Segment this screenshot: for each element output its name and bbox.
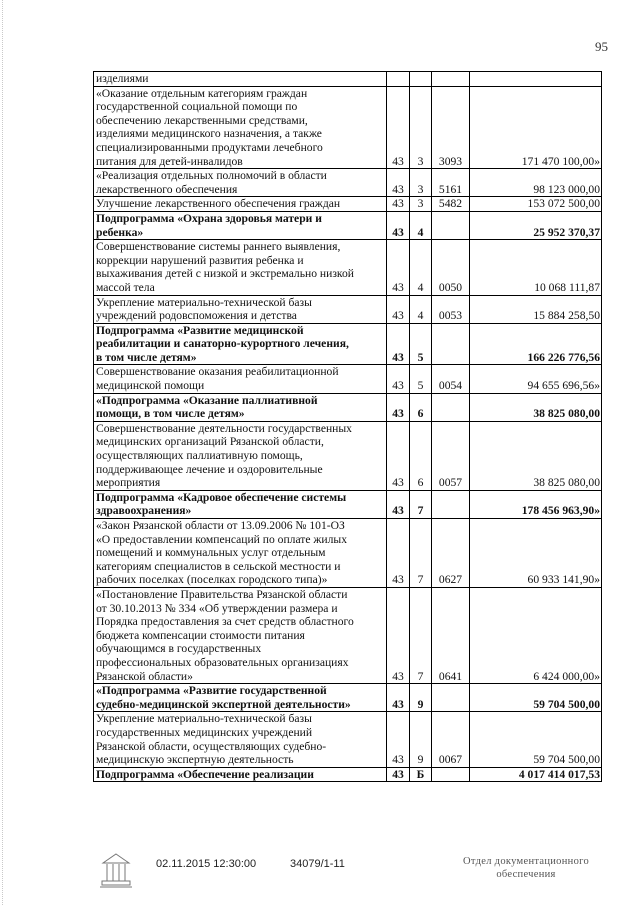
code-cell-2: 9 xyxy=(410,684,432,712)
row-name-line: ребенка» xyxy=(96,225,144,239)
row-name-line: Рязанской области» xyxy=(96,669,193,683)
row-name-cell xyxy=(94,240,387,295)
row-name-cell xyxy=(94,393,387,421)
row-name-cell xyxy=(94,684,387,712)
row-name-cell xyxy=(94,295,387,323)
row-name-line: категориям специалистов в сельской местности и xyxy=(96,559,341,573)
table-row xyxy=(94,712,602,767)
table-row xyxy=(94,767,602,782)
code-cell-1: 43 xyxy=(387,421,410,490)
code-cell-2: 4 xyxy=(410,211,432,239)
code-cell-3 xyxy=(432,211,470,239)
code-cell-3 xyxy=(432,393,470,421)
amount-cell: 98 123 000,00 xyxy=(470,169,602,197)
code-cell-1: 43 xyxy=(387,767,410,782)
code-cell-3: 0054 xyxy=(432,365,470,393)
row-name-line: «Закон Рязанской области от 13.09.2006 № 101-ОЗ xyxy=(96,519,345,532)
code-cell-3: 0057 xyxy=(432,421,470,490)
row-name-line: Порядка предоставления за счет средств областного xyxy=(96,615,354,629)
amount-cell: 38 825 080,00 xyxy=(470,421,602,490)
code-cell-3: 0053 xyxy=(432,295,470,323)
table-row xyxy=(94,393,602,421)
row-name-line: Подпрограмма «Развитие медицинской xyxy=(96,323,304,337)
row-name-line: выхаживания детей с низкой и экстремально низкой xyxy=(96,267,354,281)
code-cell-1: 43 xyxy=(387,365,410,393)
row-name-line: питания для детей-инвалидов xyxy=(96,154,243,168)
row-name-line: «О предоставлении компенсаций по оплате жилых xyxy=(96,532,347,546)
row-name-line: Укрепление материально-технической базы xyxy=(96,295,312,309)
row-name-line: учреждений родовспоможения и детства xyxy=(96,309,297,323)
code-cell-2: 4 xyxy=(410,295,432,323)
row-name-line: «Реализация отдельных полномочий в области xyxy=(96,169,327,183)
row-name-line: от 30.10.2013 № 334 «Об утверждении размера и xyxy=(96,601,338,615)
row-name-line: лекарственного обеспечения xyxy=(96,182,238,196)
amount-cell: 94 655 696,56» xyxy=(470,365,602,393)
budget-table xyxy=(93,71,602,782)
row-name-cell xyxy=(94,767,387,782)
row-name-cell xyxy=(94,72,387,87)
amount-cell xyxy=(470,72,602,87)
row-name-line: Подпрограмма «Охрана здоровья матери и xyxy=(96,211,322,225)
code-cell-1: 43 xyxy=(387,519,410,588)
amount-cell: 38 825 080,00 xyxy=(470,393,602,421)
table-row xyxy=(94,197,602,212)
row-name-line: «Постановление Правительства Рязанской области xyxy=(96,587,348,601)
code-cell-2: 3 xyxy=(410,169,432,197)
amount-cell: 4 017 414 017,53 xyxy=(470,767,602,782)
table-row xyxy=(94,519,602,588)
code-cell-1: 43 xyxy=(387,712,410,767)
code-cell-1: 43 xyxy=(387,587,410,683)
row-name-line: государственных медицинских учреждений xyxy=(96,725,313,739)
code-cell-3 xyxy=(432,490,470,518)
row-name-line: Совершенствование деятельности государственных xyxy=(96,421,352,435)
footer-department-line: обеспечения xyxy=(496,869,556,880)
code-cell-3: 0627 xyxy=(432,519,470,588)
code-cell-3: 5161 xyxy=(432,169,470,197)
code-cell-2: 5 xyxy=(410,323,432,365)
code-cell-2: 7 xyxy=(410,587,432,683)
table-row xyxy=(94,86,602,169)
row-name-line: осуществляющих паллиативную помощь, xyxy=(96,449,303,463)
row-name-cell xyxy=(94,86,387,169)
code-cell-2: Б xyxy=(410,767,432,782)
row-name-cell xyxy=(94,211,387,239)
code-cell-2: 7 xyxy=(410,519,432,588)
code-cell-3 xyxy=(432,684,470,712)
row-name-cell xyxy=(94,365,387,393)
amount-cell: 15 884 258,50 xyxy=(470,295,602,323)
amount-cell: 10 068 111,87 xyxy=(470,240,602,295)
code-cell-1 xyxy=(387,72,410,87)
row-name-line: поддерживающее лечение и оздоровительные xyxy=(96,462,323,476)
row-name-line: массой тела xyxy=(96,280,155,294)
row-name-cell xyxy=(94,197,387,212)
code-cell-1: 43 xyxy=(387,295,410,323)
row-name-line: «Подпрограмма «Оказание паллиативной xyxy=(96,393,318,407)
code-cell-2: 4 xyxy=(410,240,432,295)
code-cell-1: 43 xyxy=(387,86,410,169)
row-name-cell xyxy=(94,323,387,365)
scan-edge-marks xyxy=(2,0,11,905)
footer-department-line: Отдел документационного xyxy=(462,856,590,867)
row-name-line: обеспечению лекарственными средствами, xyxy=(96,113,308,127)
table-row xyxy=(94,365,602,393)
row-name-cell xyxy=(94,421,387,490)
code-cell-1: 43 xyxy=(387,393,410,421)
row-name-line: изделиями xyxy=(96,72,149,85)
budget-table-body xyxy=(94,72,602,782)
row-name-cell xyxy=(94,519,387,588)
code-cell-1: 43 xyxy=(387,197,410,212)
code-cell-3: 0067 xyxy=(432,712,470,767)
row-name-line: коррекции нарушений развития ребенка и xyxy=(96,253,304,267)
footer-date: 02.11.2015 12:30:00 xyxy=(156,858,257,870)
code-cell-3: 0050 xyxy=(432,240,470,295)
row-name-cell xyxy=(94,169,387,197)
table-row xyxy=(94,421,602,490)
row-name-line: «Оказание отдельным категориям граждан xyxy=(96,86,308,100)
row-name-line: судебно-медицинской экспертной деятельности» xyxy=(96,697,351,711)
row-name-line: помощи, в том числе детям» xyxy=(96,407,245,421)
table-row xyxy=(94,240,602,295)
row-name-cell xyxy=(94,587,387,683)
row-name-line: помещений и коммунальных услуг отдельным xyxy=(96,546,326,560)
table-row xyxy=(94,587,602,683)
amount-cell: 25 952 370,37 xyxy=(470,211,602,239)
code-cell-2: 7 xyxy=(410,490,432,518)
table-row xyxy=(94,490,602,518)
code-cell-2: 9 xyxy=(410,712,432,767)
code-cell-2: 6 xyxy=(410,393,432,421)
row-name-line: Совершенствование оказания реабилитационной xyxy=(96,365,339,379)
row-name-line: Рязанской области, осуществляющих судебно- xyxy=(96,739,327,753)
row-name-cell xyxy=(94,490,387,518)
code-cell-2: 6 xyxy=(410,421,432,490)
table-row xyxy=(94,211,602,239)
code-cell-3: 5482 xyxy=(432,197,470,212)
row-name-line: медицинских организаций Рязанской области, xyxy=(96,435,324,449)
code-cell-2: 3 xyxy=(410,197,432,212)
row-name-line: государственной социальной помощи по xyxy=(96,100,298,114)
row-name-line: бюджета компенсации стоимости питания xyxy=(96,628,305,642)
amount-cell: 59 704 500,00 xyxy=(470,684,602,712)
footer-department-stamp xyxy=(436,855,616,881)
table-row xyxy=(94,72,602,87)
row-name-line: «Подпрограмма «Развитие государственной xyxy=(96,684,327,698)
building-seal-icon xyxy=(98,851,134,891)
amount-cell: 60 933 141,90» xyxy=(470,519,602,588)
amount-cell: 178 456 963,90» xyxy=(470,490,602,518)
table-row xyxy=(94,684,602,712)
code-cell-3: 0641 xyxy=(432,587,470,683)
code-cell-3 xyxy=(432,72,470,87)
row-name-line: Подпрограмма «Обеспечение реализации xyxy=(96,767,314,781)
row-name-line: в том числе детям» xyxy=(96,350,197,364)
code-cell-1: 43 xyxy=(387,490,410,518)
table-row xyxy=(94,169,602,197)
code-cell-1: 43 xyxy=(387,169,410,197)
footer-doc-number: 34079/1-11 xyxy=(290,858,345,870)
table-row xyxy=(94,323,602,365)
amount-cell: 153 072 500,00 xyxy=(470,197,602,212)
table-row xyxy=(94,295,602,323)
code-cell-2 xyxy=(410,72,432,87)
code-cell-1: 43 xyxy=(387,211,410,239)
row-name-line: Подпрограмма «Кадровое обеспечение системы xyxy=(96,490,347,504)
code-cell-1: 43 xyxy=(387,240,410,295)
row-name-line: изделиями медицинского назначения, а также xyxy=(96,127,322,141)
code-cell-2: 5 xyxy=(410,365,432,393)
row-name-line: реабилитации и санаторно-курортного лечения, xyxy=(96,337,349,351)
row-name-line: медицинской помощи xyxy=(96,379,205,393)
code-cell-3 xyxy=(432,767,470,782)
page-number: 95 xyxy=(595,39,608,54)
row-name-line: специализированными продуктами лечебного xyxy=(96,140,323,154)
row-name-line: обучающимся в государственных xyxy=(96,642,262,656)
row-name-line: здравоохранения» xyxy=(96,504,192,518)
amount-cell: 6 424 000,00» xyxy=(470,587,602,683)
code-cell-3 xyxy=(432,323,470,365)
page-footer xyxy=(0,855,640,905)
row-name-line: Улучшение лекарственного обеспечения граждан xyxy=(96,197,341,211)
row-name-line: мероприятия xyxy=(96,476,161,490)
row-name-line: Укрепление материально-технической базы xyxy=(96,712,312,726)
row-name-cell xyxy=(94,712,387,767)
row-name-line: профессиональных образовательных организациях xyxy=(96,655,349,669)
code-cell-1: 43 xyxy=(387,323,410,365)
code-cell-1: 43 xyxy=(387,684,410,712)
code-cell-3: 3093 xyxy=(432,86,470,169)
amount-cell: 171 470 100,00» xyxy=(470,86,602,169)
amount-cell: 166 226 776,56 xyxy=(470,323,602,365)
row-name-line: Совершенствование системы раннего выявления, xyxy=(96,240,341,254)
amount-cell: 59 704 500,00 xyxy=(470,712,602,767)
code-cell-2: 3 xyxy=(410,86,432,169)
row-name-line: рабочих поселках (поселках городского типа)» xyxy=(96,573,328,587)
row-name-line: медицинскую экспертную деятельность xyxy=(96,753,294,767)
